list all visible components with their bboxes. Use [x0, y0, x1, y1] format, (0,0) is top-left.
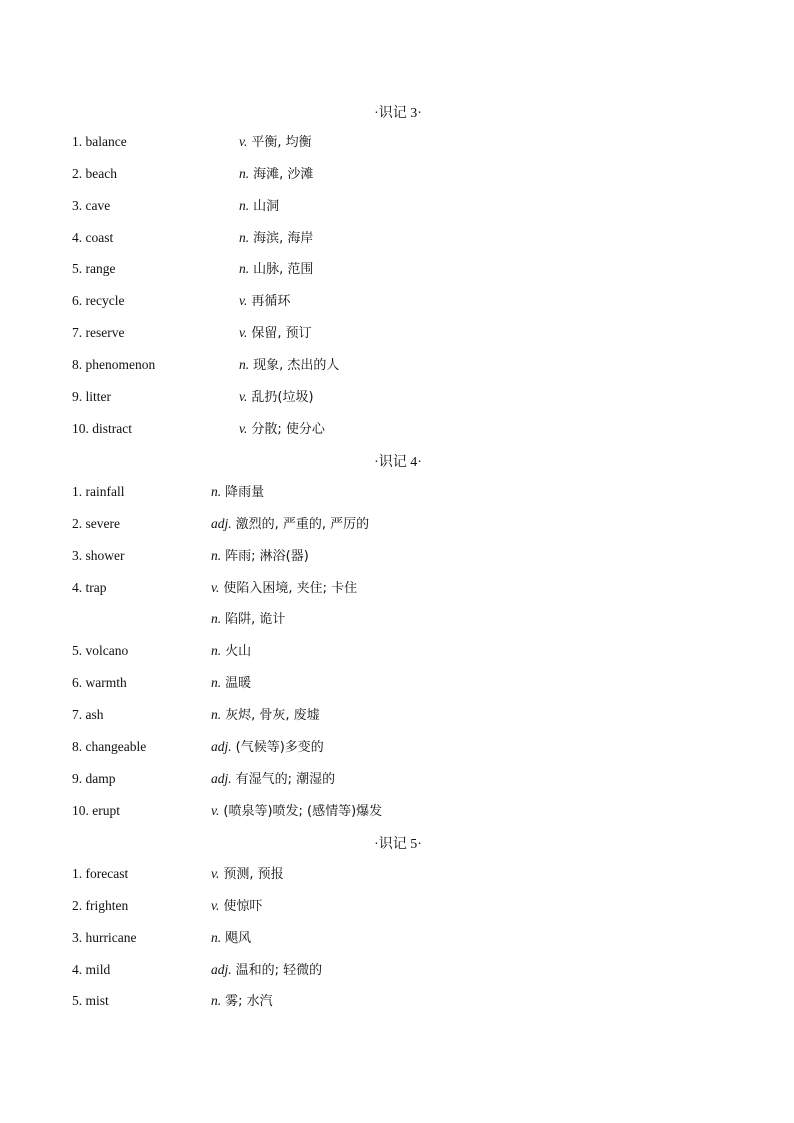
part-of-speech: v. — [211, 579, 220, 595]
chinese-meaning: 雾; 水汽 — [225, 994, 273, 1010]
vocab-definition — [239, 387, 314, 408]
chinese-meaning: 温和的; 轻微的 — [235, 962, 323, 978]
chinese-meaning: 灰烬, 骨灰, 废墟 — [225, 707, 320, 723]
vocab-definition — [211, 546, 309, 567]
vocab-word: 8. changeable — [72, 738, 147, 754]
part-of-speech: n. — [211, 706, 222, 722]
chinese-meaning: 再循环 — [251, 294, 291, 310]
chinese-meaning: 激烈的, 严重的, 严厉的 — [235, 516, 370, 532]
vocab-word: 6. warmth — [72, 675, 127, 691]
chinese-meaning: 陷阱, 诡计 — [225, 612, 286, 628]
vocab-definition — [211, 991, 273, 1012]
chinese-meaning: 预测, 预报 — [223, 867, 284, 882]
vocab-word: 6. recycle — [72, 293, 125, 309]
vocab-word: 10. distract — [72, 420, 132, 436]
vocab-word: 5. volcano — [72, 643, 129, 659]
chinese-meaning: 使惊吓 — [223, 898, 263, 914]
vocab-word: 2. beach — [72, 165, 117, 181]
vocab-word: 7. reserve — [72, 325, 125, 341]
chinese-meaning: 分散; 使分心 — [251, 421, 325, 437]
vocab-definition — [239, 164, 313, 185]
vocab-word: 1. forecast — [72, 866, 129, 881]
vocab-definition — [239, 355, 339, 376]
chinese-meaning: 有湿气的; 潮湿的 — [235, 771, 336, 787]
chinese-meaning: 乱扔(垃圾) — [251, 389, 314, 405]
part-of-speech: n. — [211, 611, 222, 627]
vocab-definition — [211, 578, 357, 599]
section-heading: ·识记 3· — [374, 106, 422, 121]
vocab-definition — [239, 323, 312, 344]
part-of-speech: v. — [211, 897, 220, 913]
vocab-word: 2. frighten — [72, 897, 129, 913]
vocab-word: 4. mild — [72, 961, 111, 977]
vocab-word: 1. rainfall — [72, 484, 125, 499]
vocab-definition — [211, 673, 251, 694]
part-of-speech: v. — [211, 802, 220, 818]
part-of-speech: n. — [239, 165, 250, 181]
chinese-meaning: 海滩, 沙滩 — [253, 166, 314, 182]
chinese-meaning: 山洞 — [253, 198, 280, 214]
section-heading: ·识记 4· — [374, 455, 422, 470]
part-of-speech: v. — [239, 420, 248, 436]
part-of-speech: v. — [239, 388, 248, 404]
vocab-definition — [239, 196, 279, 217]
vocab-definition — [239, 291, 290, 312]
chinese-meaning: (喷泉等)喷发; (感情等)爆发 — [223, 803, 383, 819]
chinese-meaning: 现象, 杰出的人 — [253, 357, 340, 373]
chinese-meaning: 海滨, 海岸 — [253, 230, 314, 246]
part-of-speech: adj. — [211, 738, 232, 754]
part-of-speech: v. — [239, 134, 248, 149]
vocab-definition — [211, 482, 264, 503]
part-of-speech: n. — [239, 197, 250, 213]
part-of-speech: v. — [239, 325, 248, 341]
vocab-word: 5. mist — [72, 993, 109, 1009]
vocab-definition — [239, 228, 313, 249]
vocab-definition — [211, 960, 322, 981]
chinese-meaning: 平衡, 均衡 — [251, 135, 312, 150]
part-of-speech: n. — [211, 484, 222, 499]
chinese-meaning: 降雨量 — [225, 485, 265, 500]
part-of-speech: n. — [211, 929, 222, 945]
vocab-word: 3. shower — [72, 547, 125, 563]
part-of-speech: adj. — [211, 961, 232, 977]
vocab-word: 2. severe — [72, 515, 120, 531]
part-of-speech: n. — [211, 547, 222, 563]
part-of-speech: v. — [211, 866, 220, 881]
vocab-word: 3. hurricane — [72, 929, 137, 945]
vocab-definition — [211, 928, 251, 949]
vocab-word: 8. phenomenon — [72, 356, 156, 372]
vocab-word: 4. coast — [72, 229, 114, 245]
chinese-meaning: 山脉, 范围 — [253, 262, 314, 278]
vocab-definition — [239, 419, 325, 440]
chinese-meaning: 保留, 预订 — [251, 326, 312, 342]
vocab-definition — [211, 864, 284, 885]
chinese-meaning: 阵雨; 淋浴(器) — [225, 548, 309, 564]
vocab-word: 10. erupt — [72, 802, 120, 818]
chinese-meaning: 温暖 — [225, 676, 252, 692]
vocab-definition — [211, 737, 324, 758]
chinese-meaning: 使陷入困境, 夹住; 卡住 — [223, 580, 358, 596]
vocab-word: 4. trap — [72, 579, 107, 595]
vocab-definition — [239, 259, 313, 280]
part-of-speech: n. — [239, 356, 250, 372]
vocab-word: 9. damp — [72, 770, 116, 786]
vocab-definition — [211, 705, 320, 726]
part-of-speech: n. — [239, 261, 250, 277]
vocab-definition — [211, 514, 369, 535]
part-of-speech: n. — [239, 229, 250, 245]
vocab-definition — [211, 609, 285, 630]
vocab-definition — [211, 641, 251, 662]
vocab-word: 7. ash — [72, 706, 104, 722]
part-of-speech: adj. — [211, 515, 232, 531]
part-of-speech: n. — [211, 675, 222, 691]
vocab-word: 5. range — [72, 261, 116, 277]
vocab-definition — [211, 769, 335, 790]
section-heading: ·识记 5· — [374, 837, 422, 852]
vocab-word: 1. balance — [72, 134, 127, 149]
chinese-meaning: 飓风 — [225, 930, 252, 946]
vocab-word: 3. cave — [72, 197, 111, 213]
part-of-speech: n. — [211, 993, 222, 1009]
part-of-speech: n. — [211, 643, 222, 659]
chinese-meaning: 火山 — [225, 644, 252, 660]
vocab-definition — [211, 896, 262, 917]
vocab-word: 9. litter — [72, 388, 111, 404]
vocab-definition — [239, 132, 312, 153]
part-of-speech: v. — [239, 293, 248, 309]
vocab-definition — [211, 801, 382, 822]
part-of-speech: adj. — [211, 770, 232, 786]
chinese-meaning: (气候等)多变的 — [235, 739, 324, 755]
